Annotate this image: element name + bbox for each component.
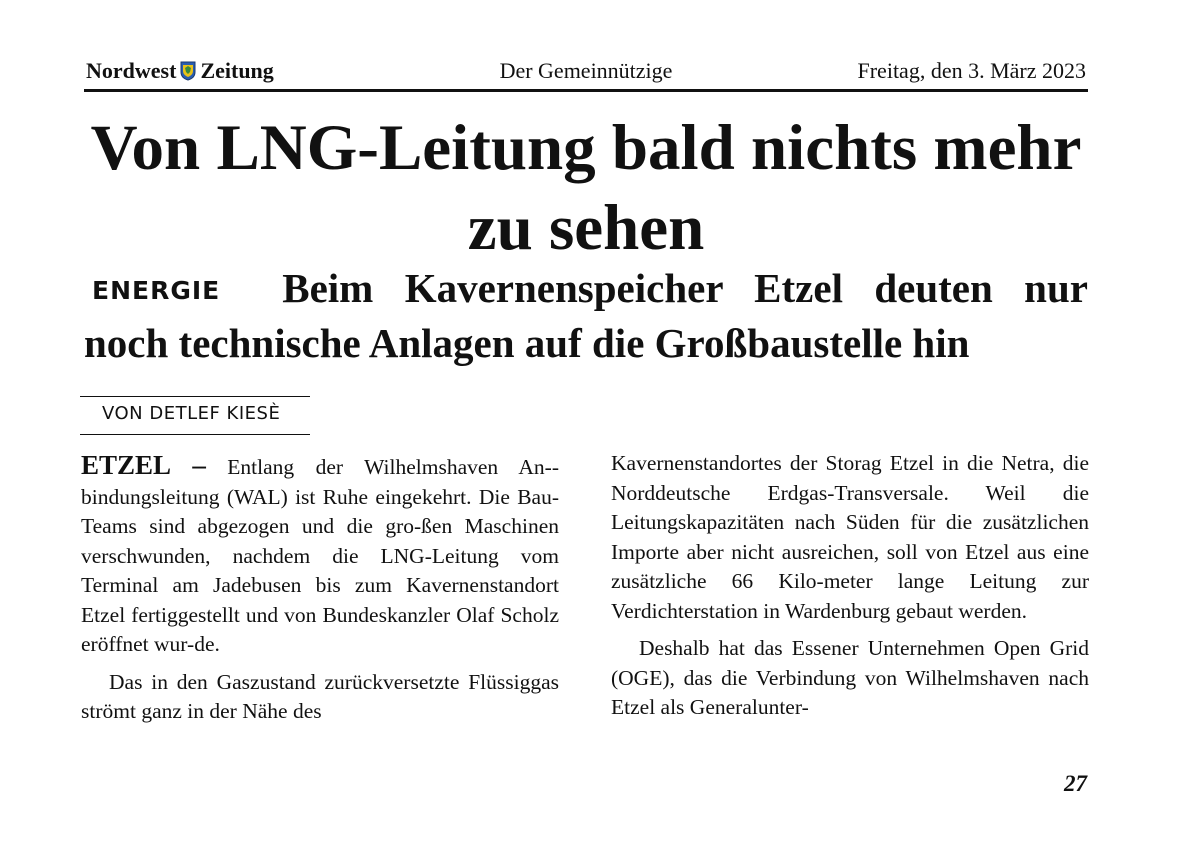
article-paragraph: Das in den Gaszustand zurückversetzte Flüssiggas strömt ganz in der Nähe des: [81, 669, 559, 723]
article-paragraph: [81, 451, 559, 660]
deck: Beim Kavernenspeicher Etzel deuten nur noch technische Anlagen auf die Großbaustelle hin: [84, 265, 1088, 366]
article-paragraph: Kavernenstandortes der Storag Etzel in die Netra, die Norddeutsche Erdgas-Transversale. Weil die Leitungskapazitäten nach Süden für die zusätzlichen Importe aber nicht ausreichen, soll von Etzel aus eine zusätzliche 66 Kilo-meter lange Leitung zur Verdichterstation in Wardenburg gebaut werden.: [611, 451, 1089, 623]
article-column-2: [611, 449, 1089, 731]
masthead-rule: [84, 89, 1088, 92]
byline-author: VON DETLEF KIESÈ: [102, 403, 281, 424]
article-paragraph: Deshalb hat das Essener Unternehmen Open Grid (OGE), das die Verbindung von Wilhelmshaven nach Etzel als Generalunter-: [611, 636, 1089, 719]
byline: [80, 396, 310, 435]
paragraph-text: Entlang der Wilhelmshaven An-bindungsleitung (WAL) ist Ruhe eingekehrt. Die Bau-Teams sind abgezogen und die gro-ßen Maschinen verschwunden, nachdem die LNG-Leitung vom Terminal am Jadebusen bis zum Kavernenstandort Etzel fertiggestellt und von Bundeskanzler Olaf Scholz eröffnet wur-de.: [81, 455, 560, 656]
dateline: ETZEL –: [81, 450, 206, 480]
headline: Von LNG-Leitung bald nichts mehr zu sehen: [90, 112, 1082, 264]
article-column-1: [81, 451, 559, 735]
kicker: ENERGIE: [92, 276, 221, 305]
page-number: 27: [1064, 771, 1087, 796]
section-title: Der Gemeinnützige: [499, 58, 673, 83]
newspaper-name-right: Zeitung: [200, 58, 274, 83]
subheadline: [84, 262, 1088, 369]
issue-date: Freitag, den 3. März 2023: [857, 58, 1086, 83]
newspaper-name-left: Nordwest: [86, 58, 177, 83]
masthead: [84, 58, 1088, 88]
